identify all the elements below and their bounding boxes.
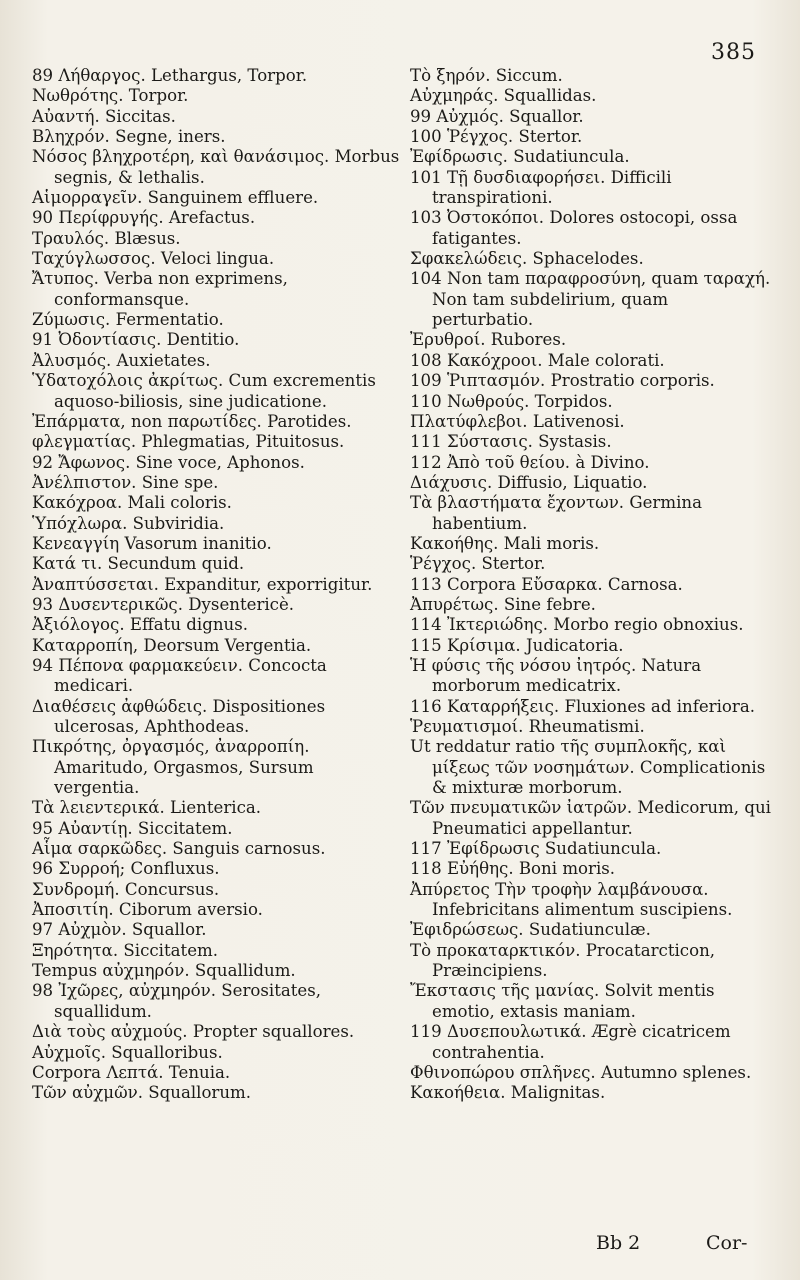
glossary-entry: Τὰ βλαστήματα ἔχοντων. Germina habentium. bbox=[410, 493, 702, 533]
glossary-entry: Πλατύφλεβοι. Lativenosi. bbox=[410, 411, 625, 431]
glossary-entry: Ῥέγχος. Stertor. bbox=[410, 554, 546, 574]
glossary-entry: 89 Λήθαργος. Lethargus, Torpor. bbox=[32, 66, 308, 85]
glossary-entry: 118 Εὐήθης. Boni moris. bbox=[410, 859, 616, 879]
glossary-entry: 92 Ἄφωνος. Sine voce, Aphonos. bbox=[32, 452, 305, 472]
glossary-entry: 114 Ἰκτεριώδης. Morbo regio obnoxius. bbox=[410, 615, 744, 635]
glossary-entry: φλεγματίας. Phlegmatias, Pituitosus. bbox=[32, 432, 345, 452]
glossary-entry: Ἐρυθροί. Rubores. bbox=[410, 330, 567, 350]
glossary-entry: Ἀνέλπιστον. Sine spe. bbox=[32, 472, 219, 492]
glossary-entry: Ὑπόχλωρα. Subviridia. bbox=[32, 513, 225, 533]
glossary-entry: Κακοήθης. Mali moris. bbox=[410, 533, 600, 553]
glossary-entry: 112 Ἀπὸ τοῦ θείου. à Divino. bbox=[410, 452, 650, 472]
glossary-entry: Διάχυσις. Diffusio, Liquatio. bbox=[410, 472, 648, 492]
glossary-entry: 117 Ἐφίδρωσις Sudatiuncula. bbox=[410, 839, 662, 859]
left-column bbox=[32, 66, 404, 1104]
right-column bbox=[410, 66, 772, 1104]
page-number: 385 bbox=[711, 40, 756, 65]
glossary-entry: Ἀπυρέτως. Sine febre. bbox=[410, 594, 596, 614]
glossary-entry: Συνδρομή. Concursus. bbox=[32, 879, 220, 899]
glossary-entry: Ut reddatur ratio τῆς συμπλοκῆς, καὶ μίξεως τῶν νοσημάτων. Complicationis & mixturæ morborum. bbox=[410, 737, 766, 798]
glossary-entry: 104 Non tam παραφροσύνη, quam ταραχή. Non tam subdelirium, quam perturbatio. bbox=[410, 269, 771, 330]
glossary-entry: Κενεαγγίη Vasorum inanitio. bbox=[32, 533, 272, 553]
glossary-entry: Ῥευματισμοί. Rheumatismi. bbox=[410, 717, 645, 736]
glossary-entry: 98 Ἰχῶρες, αὐχμηρόν. Serositates, squallidum. bbox=[32, 981, 322, 1021]
glossary-entry: Φθινοπώρου σπλῆνες. Autumno splenes. bbox=[410, 1062, 752, 1082]
glossary-entry: 95 Αὐαντίῃ. Siccitatem. bbox=[32, 818, 233, 838]
glossary-entry: 113 Corpora Εὔσαρκα. Carnosa. bbox=[410, 574, 683, 594]
glossary-entry: Ἐφιδρώσεως. Sudatiunculæ. bbox=[410, 920, 651, 940]
glossary-entry: Ἐφίδρωσις. Sudatiuncula. bbox=[410, 147, 630, 167]
page-footer bbox=[0, 1232, 800, 1262]
glossary-entry: Ταχύγλωσσος. Veloci lingua. bbox=[32, 249, 275, 269]
glossary-entry: Τὸ προκαταρκτικόν. Procatarcticon, Præincipiens. bbox=[410, 940, 716, 981]
glossary-entry: 109 Ῥιπτασμόν. Prostratio corporis. bbox=[410, 371, 715, 391]
glossary-entry: Αὐαντή. Siccitas. bbox=[32, 106, 176, 126]
glossary-entry: Βληχρόν. Segne, iners. bbox=[32, 127, 226, 147]
glossary-entry: 100 Ῥέγχος. Stertor. bbox=[410, 127, 583, 147]
glossary-entry: 116 Καταρρήξεις. Fluxiones ad inferiora. bbox=[410, 696, 756, 716]
glossary-entry: Τῶν αὐχμῶν. Squallorum. bbox=[32, 1083, 252, 1103]
glossary-entry: Ἀποσιτίη. Ciborum aversio. bbox=[32, 900, 263, 920]
glossary-entry: 99 Αὐχμός. Squallor. bbox=[410, 106, 584, 126]
glossary-entry: 111 Σύστασις. Systasis. bbox=[410, 432, 612, 452]
glossary-entry: 110 Νωθρούς. Torpidos. bbox=[410, 391, 613, 411]
glossary-entry: 103 Ὀστοκόποι. Dolores ostocopi, ossa fatigantes. bbox=[410, 208, 738, 248]
glossary-entry: Ζύμωσις. Fermentatio. bbox=[32, 310, 224, 330]
glossary-entry: Κατά τι. Secundum quid. bbox=[32, 554, 245, 574]
glossary-entry: Ὑδατοχόλοις ἀκρίτως. Cum excrementis aquoso-biliosis, sine judicatione. bbox=[32, 371, 376, 411]
glossary-entry: Τραυλός. Blæsus. bbox=[32, 228, 181, 248]
glossary-entry: 108 Κακόχροοι. Male colorati. bbox=[410, 350, 665, 370]
glossary-entry: 91 Ὀδοντίασις. Dentitio. bbox=[32, 330, 240, 350]
glossary-entry: Τῶν πνευματικῶν ἰατρῶν. Medicorum, qui Pneumatici appellantur. bbox=[410, 798, 771, 838]
glossary-entry: Corpora Λεπτά. Tenuia. bbox=[32, 1062, 231, 1082]
glossary-entry: Ἐπάρματα, non παρωτίδες. Parotides. bbox=[32, 411, 352, 431]
glossary-entry: Ἀναπτύσσεται. Expanditur, exporrigitur. bbox=[32, 574, 373, 594]
glossary-entry: Τὰ λειεντερικά. Lienterica. bbox=[32, 798, 262, 818]
glossary-entry: Διαθέσεις ἀφθώδεις. Dispositiones ulcerosas, Aphthodeas. bbox=[32, 696, 326, 736]
glossary-entry: Νωθρότης. Torpor. bbox=[32, 86, 189, 106]
glossary-entry: Σφακελώδεις. Sphacelodes. bbox=[410, 249, 644, 269]
glossary-entry: 94 Πέπονα φαρμακεύειν. Concocta medicari. bbox=[32, 655, 327, 696]
glossary-entry: Ἔκστασις τῆς μανίας. Solvit mentis emotio, extasis maniam. bbox=[410, 981, 715, 1021]
glossary-entry: Πικρότης, ὀργασμός, ἀναρροπίη. Amaritudo, Orgasmos, Sursum vergentia. bbox=[32, 737, 314, 798]
glossary-entry: 97 Αὐχμὸν. Squallor. bbox=[32, 920, 207, 940]
glossary-entry: Ἀπύρετος Τὴν τροφὴν λαμβάνουσα. Infebricitans alimentum suscipiens. bbox=[410, 879, 733, 920]
glossary-entry: 101 Τῇ δυσδιαφορήσει. Difficili transpirationi. bbox=[410, 167, 672, 208]
glossary-entry: Tempus αὐχμηρόν. Squallidum. bbox=[32, 961, 296, 981]
glossary-entry: Κακόχροα. Mali coloris. bbox=[32, 493, 232, 513]
glossary-entry: 115 Κρίσιμα. Judicatoria. bbox=[410, 635, 624, 655]
glossary-entry: Αἷμα σαρκῶδες. Sanguis carnosus. bbox=[32, 839, 326, 859]
glossary-entry: 96 Συρροή; Confluxus. bbox=[32, 859, 220, 879]
glossary-entry: Τὸ ξηρόν. Siccum. bbox=[410, 66, 563, 85]
glossary-entry: Ξηρότητα. Siccitatem. bbox=[32, 940, 219, 960]
glossary-entry: Αὐχμηράς. Squallidas. bbox=[410, 86, 597, 106]
glossary-entry: 93 Δυσεντερικῶς. Dysentericè. bbox=[32, 594, 295, 614]
glossary-entry: Νόσος βληχροτέρη, καὶ θανάσιμος. Morbus segnis, & lethalis. bbox=[32, 147, 400, 187]
glossary-entry: Ἀλυσμός. Auxietates. bbox=[32, 350, 211, 370]
signature-mark: Bb 2 bbox=[596, 1232, 641, 1254]
glossary-entry: Αἱμορραγεῖν. Sanguinem effluere. bbox=[32, 188, 319, 208]
catchword: Cor- bbox=[706, 1232, 748, 1254]
glossary-entry: Αὐχμοῖς. Squalloribus. bbox=[32, 1042, 223, 1062]
glossary-entry: Κακοήθεια. Malignitas. bbox=[410, 1083, 606, 1103]
glossary-entry: Ἀξιόλογος. Effatu dignus. bbox=[32, 615, 249, 635]
glossary-entry: Διὰ τοὺς αὐχμούς. Propter squallores. bbox=[32, 1022, 355, 1042]
glossary-entry: 90 Περίφρυγής. Arefactus. bbox=[32, 208, 256, 228]
glossary-entry: Ἄτυπος. Verba non exprimens, conformansque. bbox=[32, 269, 288, 309]
glossary-entry: Καταρροπίη, Deorsum Vergentia. bbox=[32, 635, 312, 655]
glossary-entry: 119 Δυσεπουλωτικά. Ægrè cicatricem contrahentia. bbox=[410, 1022, 731, 1062]
glossary-entry: Ἡ φύσις τῆς νόσου ἰητρός. Natura morborum medicatrix. bbox=[410, 655, 702, 696]
